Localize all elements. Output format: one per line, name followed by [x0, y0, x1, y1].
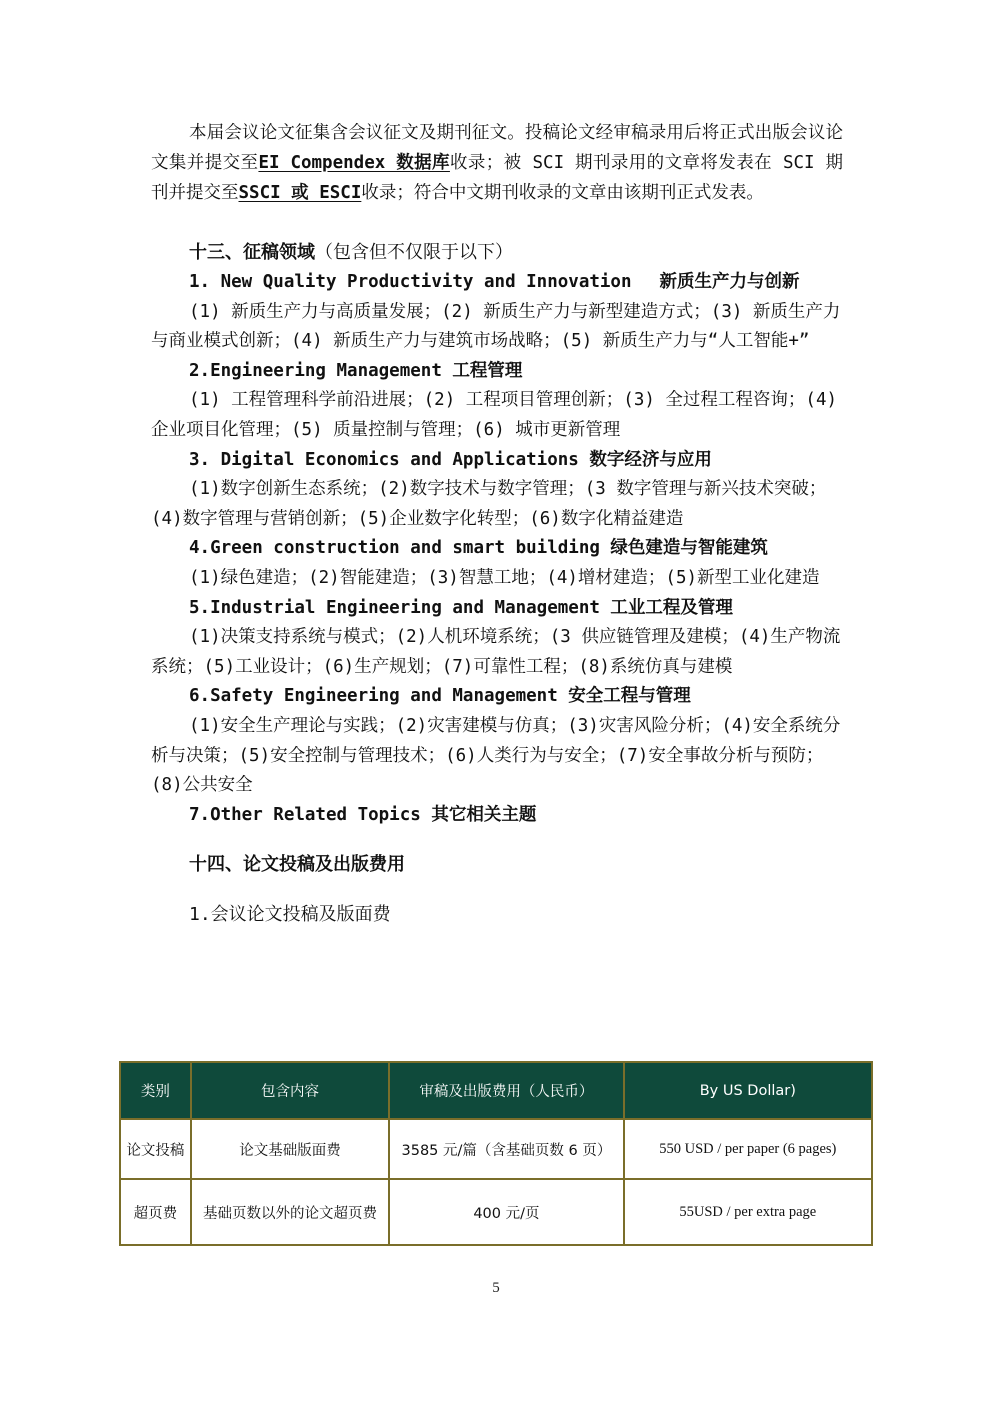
- section-14-title: 十四、论文投稿及出版费用: [189, 854, 405, 876]
- intro-text-2: 收录；被 SCI 期刊录用的文章将发表在 SCI 期刊并提交至: [151, 153, 844, 203]
- header-fee-usd: By US Dollar): [624, 1062, 872, 1119]
- intro-text-1: 本届会议论文征集含会议征文及期刊征文。投稿论文经审稿录用后将正式出版会议论文集并提交至: [151, 123, 843, 173]
- section-13-heading: [151, 238, 843, 268]
- section-13-note: （包含但不仅限于以下）: [315, 242, 513, 263]
- topic-1-title: 1. New Quality Productivity and Innovation 新质生产力与创新: [189, 272, 800, 292]
- table-cell: 3585 元/篇（含基础页数 6 页）: [389, 1119, 623, 1179]
- fee-table: [119, 1061, 873, 1246]
- topic-6-items: (1)安全生产理论与实践；(2)灾害建模与仿真；(3)灾害风险分析；(4)安全系统分析与决策；(5)安全控制与管理技术；(6)人类行为与安全；(7)安全事故分析与预防；(8)公共安全: [151, 715, 841, 796]
- intro-text-3: 收录；符合中文期刊收录的文章由该期刊正式发表。: [361, 183, 764, 203]
- table-cell: 超页费: [120, 1179, 191, 1245]
- topic-3-items: (1)数字创新生态系统；(2)数字技术与数字管理；(3 数字管理与新兴技术突破；(4)数字管理与营销创新；(5)企业数字化转型；(6)数字化精益建造: [151, 479, 827, 529]
- section-14-subtitle: 1.会议论文投稿及版面费: [189, 904, 391, 926]
- section-13-title: 十三、征稿领域: [189, 242, 315, 263]
- ssci-esci-text: SSCI 或 ESCI: [238, 183, 362, 203]
- table-cell: 论文投稿: [120, 1119, 191, 1179]
- document-body: [151, 118, 843, 930]
- page-number: 5: [492, 1280, 500, 1296]
- table-cell: 550 USD / per paper (6 pages): [624, 1119, 872, 1179]
- topic-2-items: (1) 工程管理科学前沿进展；(2) 工程项目管理创新；(3) 全过程工程咨询；(4) 企业项目化管理；(5) 质量控制与管理；(6) 城市更新管理: [151, 390, 838, 440]
- table-row: [120, 1179, 872, 1245]
- section-14-heading: [151, 850, 843, 880]
- header-fee-rmb: 审稿及出版费用（人民币）: [389, 1062, 623, 1119]
- table-row: [120, 1119, 872, 1179]
- topic-5-items: (1)决策支持系统与模式；(2)人机环境系统；(3 供应链管理及建模；(4)生产物流系统；(5)工业设计；(6)生产规划；(7)可靠性工程；(8)系统仿真与建模: [151, 627, 841, 677]
- ei-compendex-link: EI Compendex 数据库: [258, 153, 450, 173]
- topic-1-items: (1) 新质生产力与高质量发展；(2) 新质生产力与新型建造方式；(3) 新质生产力与商业模式创新；(4) 新质生产力与建筑市场战略；(5) 新质生产力与“人工智能+”: [151, 301, 841, 352]
- table-cell: 基础页数以外的论文超页费: [191, 1179, 389, 1245]
- topic-4-title: 4.Green construction and smart building 绿色建造与智能建筑: [189, 538, 768, 559]
- intro-paragraph: [151, 118, 843, 208]
- topic-2-title: 2.Engineering Management 工程管理: [189, 360, 523, 381]
- table-cell: 论文基础版面费: [191, 1119, 389, 1179]
- topic-7-title: 7.Other Related Topics 其它相关主题: [189, 804, 537, 825]
- topic-4-items: (1)绿色建造；(2)智能建造；(3)智慧工地；(4)增材建造；(5)新型工业化建造: [189, 567, 820, 588]
- table-cell: 400 元/页: [389, 1179, 623, 1245]
- header-category: 类别: [120, 1062, 191, 1119]
- table-cell: 55USD / per extra page: [624, 1179, 872, 1245]
- fee-table-header-row: [120, 1062, 872, 1119]
- topic-3-title: 3. Digital Economics and Applications 数字经济与应用: [189, 449, 712, 470]
- topic-5-title: 5.Industrial Engineering and Management 工业工程及管理: [189, 597, 733, 618]
- header-content: 包含内容: [191, 1062, 389, 1119]
- topic-6-title: 6.Safety Engineering and Management 安全工程与管理: [189, 686, 691, 707]
